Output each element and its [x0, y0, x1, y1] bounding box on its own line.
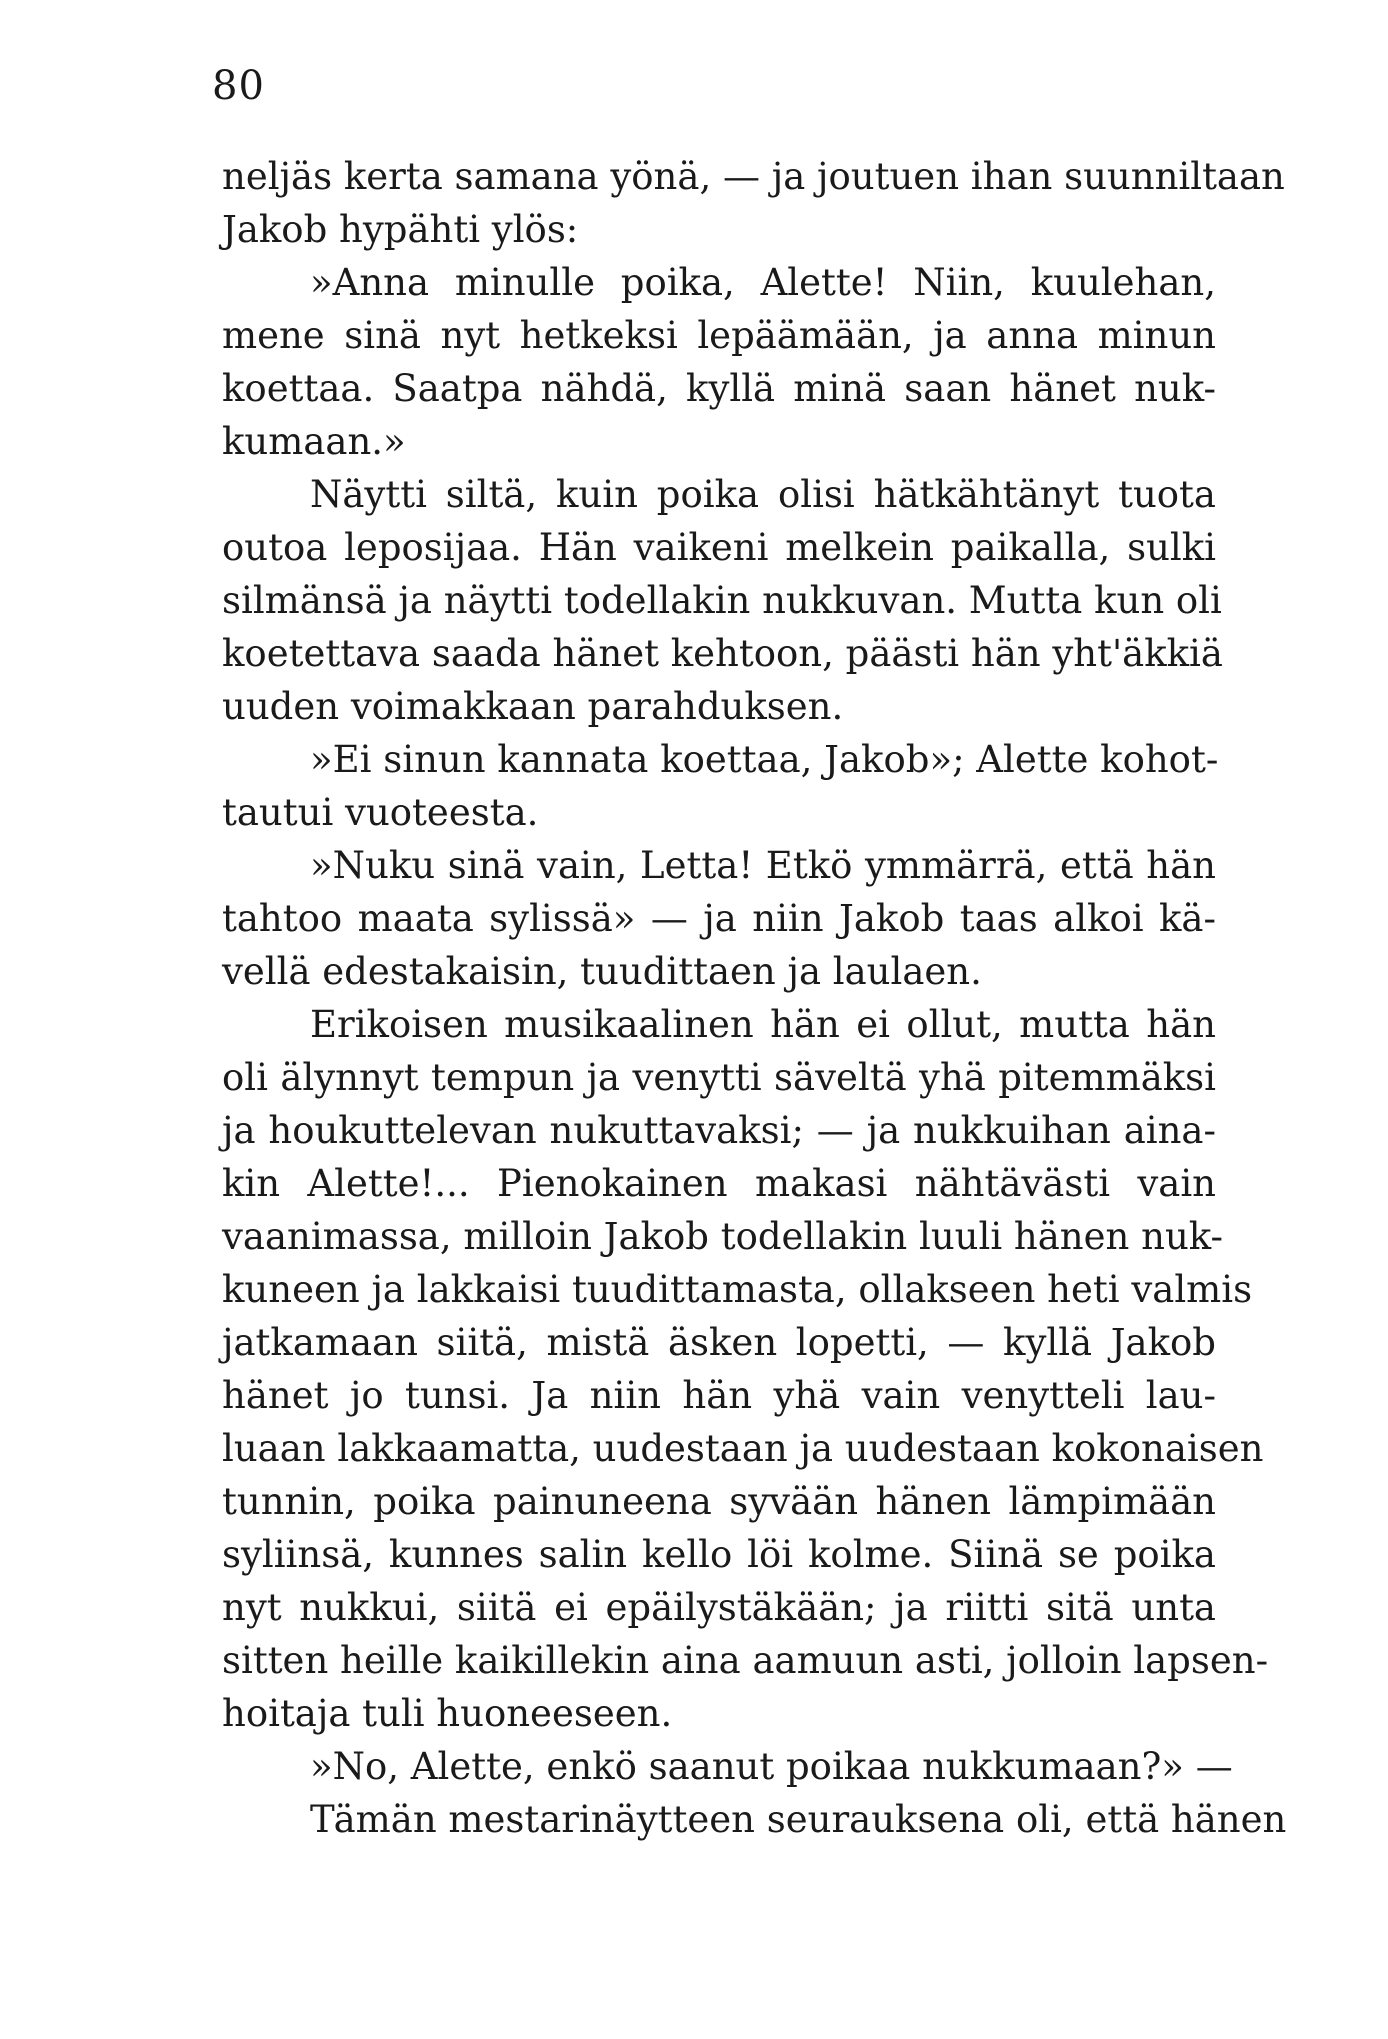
text-line: vellä edestakaisin, tuudittaen ja laulaen.	[222, 950, 982, 993]
text-line: syliinsä, kunnes salin kello löi kolme. Siinä se poika	[222, 1533, 1216, 1576]
text-line: koetettava saada hänet kehtoon, päästi hän yht'äkkiä	[222, 632, 1223, 675]
text-line: tahtoo maata sylissä» — ja niin Jakob taas alkoi kä-	[222, 897, 1216, 940]
text-line: outoa leposijaa. Hän vaikeni melkein paikalla, sulki	[222, 526, 1216, 569]
page-number: 80	[212, 63, 265, 109]
text-line: vaanimassa, milloin Jakob todellakin luuli hänen nuk-	[222, 1215, 1224, 1258]
text-line: kumaan.»	[222, 420, 406, 463]
body-text	[222, 150, 1287, 1846]
text-line: kuneen ja lakkaisi tuudittamasta, ollakseen heti valmis	[222, 1268, 1253, 1311]
text-line: luaan lakkaamatta, uudestaan ja uudestaan kokonaisen	[222, 1427, 1264, 1470]
text-line: »Ei sinun kannata koettaa, Jakob»; Alette kohot-	[310, 738, 1219, 781]
text-line: uuden voimakkaan parahduksen.	[222, 685, 844, 728]
text-line: koettaa. Saatpa nähdä, kyllä minä saan hänet nuk-	[222, 367, 1216, 410]
text-line: nyt nukkui, siitä ei epäilystäkään; ja riitti sitä unta	[222, 1586, 1216, 1629]
text-line: »Nuku sinä vain, Letta! Etkö ymmärrä, että hän	[310, 844, 1216, 887]
text-line: kin Alette!... Pienokainen makasi nähtävästi vain	[222, 1162, 1216, 1205]
text-line: tautui vuoteesta.	[222, 791, 539, 834]
text-line: jatkamaan siitä, mistä äsken lopetti, — kyllä Jakob	[222, 1321, 1216, 1364]
text-line: Jakob hypähti ylös:	[222, 208, 579, 251]
text-line: Erikoisen musikaalinen hän ei ollut, mutta hän	[310, 1003, 1216, 1046]
text-line: hänet jo tunsi. Ja niin hän yhä vain venytteli lau-	[222, 1374, 1216, 1417]
text-line: silmänsä ja näytti todellakin nukkuvan. Mutta kun oli	[222, 579, 1222, 622]
text-line: hoitaja tuli huoneeseen.	[222, 1692, 673, 1735]
text-line: sitten heille kaikillekin aina aamuun asti, jolloin lapsen-	[222, 1639, 1269, 1682]
text-line: ja houkuttelevan nukuttavaksi; — ja nukkuihan aina-	[222, 1109, 1216, 1152]
text-line: »No, Alette, enkö saanut poikaa nukkumaan?» —	[310, 1745, 1233, 1788]
text-line: neljäs kerta samana yönä, — ja joutuen ihan suunniltaan	[222, 155, 1285, 198]
text-line: Tämän mestarinäytteen seurauksena oli, että hänen	[310, 1798, 1287, 1841]
text-line: oli älynnyt tempun ja venytti säveltä yhä pitemmäksi	[222, 1056, 1216, 1099]
text-line: mene sinä nyt hetkeksi lepäämään, ja anna minun	[222, 314, 1216, 357]
text-line: tunnin, poika painuneena syvään hänen lämpimään	[222, 1480, 1216, 1523]
text-line: Näytti siltä, kuin poika olisi hätkähtänyt tuota	[310, 473, 1216, 516]
text-line: »Anna minulle poika, Alette! Niin, kuulehan,	[310, 261, 1216, 304]
